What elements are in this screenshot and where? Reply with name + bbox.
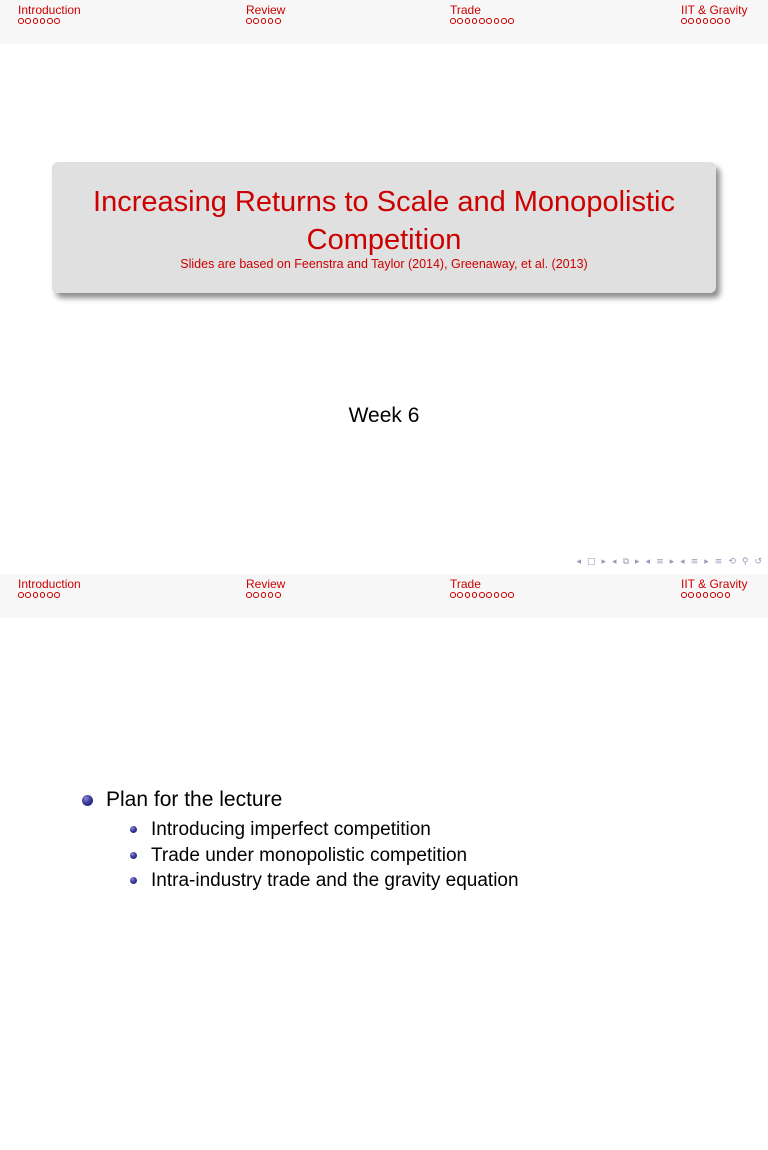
frame-dot-icon[interactable]	[40, 18, 46, 24]
frame-dot-icon[interactable]	[457, 592, 463, 598]
nav-section-trade[interactable]	[450, 577, 514, 598]
frame-dots[interactable]	[246, 592, 285, 598]
frame-dot-icon[interactable]	[696, 18, 702, 24]
bullet-ball-icon	[130, 826, 137, 833]
nav-section-review[interactable]	[246, 577, 285, 598]
frame-dot-icon[interactable]	[717, 18, 723, 24]
frame-dot-icon[interactable]	[54, 18, 60, 24]
frame-dots[interactable]	[681, 592, 747, 598]
frame-dot-icon[interactable]	[275, 18, 281, 24]
nav-section-introduction[interactable]	[18, 3, 81, 24]
frame-dot-icon[interactable]	[494, 592, 500, 598]
frame-dot-icon[interactable]	[33, 18, 39, 24]
sub-bullet-list	[130, 817, 519, 894]
frame-dot-icon[interactable]	[696, 592, 702, 598]
sub-list-item	[130, 843, 519, 869]
frame-dot-icon[interactable]	[465, 592, 471, 598]
frame-dot-icon[interactable]	[268, 18, 274, 24]
frame-dot-icon[interactable]	[688, 18, 694, 24]
slide-icon[interactable]: ⧉	[622, 557, 630, 567]
frame-dot-icon[interactable]	[688, 592, 694, 598]
sub-list-item	[130, 868, 519, 894]
back-icon[interactable]: ⟲	[728, 557, 736, 567]
date-text: Week 6	[348, 404, 420, 427]
frame-dot-icon[interactable]	[54, 592, 60, 598]
nav-section-review[interactable]	[246, 3, 285, 24]
frame-dot-icon[interactable]	[508, 18, 514, 24]
bullet-list	[82, 786, 519, 894]
frame-dot-icon[interactable]	[501, 592, 507, 598]
section-navigation-bar	[0, 574, 768, 618]
nav-section-label[interactable]: IIT & Gravity	[681, 3, 748, 17]
frame-dot-icon[interactable]	[246, 18, 252, 24]
nav-section-trade[interactable]	[450, 3, 514, 24]
search-icon[interactable]: ⚲	[741, 557, 749, 567]
forward-icon[interactable]: ↺	[754, 557, 762, 567]
sub-list-item	[130, 817, 519, 843]
slide-subtitle-text: Slides are based on Feenstra and Taylor (2014), Greenaway, et al. (2013)	[180, 257, 588, 271]
frame-dot-icon[interactable]	[472, 18, 478, 24]
frame-dot-icon[interactable]	[479, 592, 485, 598]
frame-dot-icon[interactable]	[253, 592, 259, 598]
frame-dot-icon[interactable]	[681, 592, 687, 598]
nav-section-label[interactable]: Review	[246, 577, 286, 591]
frame-dot-icon[interactable]	[18, 592, 24, 598]
sub-list-item-text: Introducing imperfect competition	[151, 819, 431, 840]
nav-section-label[interactable]: Introduction	[18, 577, 81, 591]
frame-dot-icon[interactable]	[710, 592, 716, 598]
nav-section-iit-gravity[interactable]	[681, 577, 747, 598]
frame-dot-icon[interactable]	[450, 18, 456, 24]
frame-dots[interactable]	[246, 18, 285, 24]
document-icon[interactable]: ≡	[714, 557, 723, 567]
frame-dot-icon[interactable]	[494, 18, 500, 24]
prev-subsection-icon[interactable]: ◂	[645, 557, 651, 567]
bullet-ball-icon	[130, 877, 137, 884]
frame-dot-icon[interactable]	[486, 592, 492, 598]
frame-dot-icon[interactable]	[725, 18, 731, 24]
frame-dot-icon[interactable]	[275, 592, 281, 598]
frame-dot-icon[interactable]	[253, 18, 259, 24]
frame-dot-icon[interactable]	[703, 592, 709, 598]
frame-dot-icon[interactable]	[246, 592, 252, 598]
frame-dot-icon[interactable]	[25, 18, 31, 24]
list-item-text: Plan for the lecture	[106, 788, 283, 811]
frame-dot-icon[interactable]	[472, 592, 478, 598]
subsection-icon[interactable]: ≡	[656, 557, 664, 567]
frame-dot-icon[interactable]	[681, 18, 687, 24]
frame-dots[interactable]	[681, 18, 747, 24]
sub-list-item-text: Intra-industry trade and the gravity equation	[151, 870, 519, 891]
frame-dots[interactable]	[18, 18, 81, 24]
frame-dot-icon[interactable]	[717, 592, 723, 598]
bullet-ball-icon	[130, 852, 137, 859]
section-icon[interactable]: ≡	[690, 557, 699, 567]
frame-dot-icon[interactable]	[261, 18, 267, 24]
frame-dot-icon[interactable]	[261, 592, 267, 598]
frame-dot-icon[interactable]	[703, 18, 709, 24]
frame-dots[interactable]	[18, 592, 81, 598]
bullet-ball-icon	[82, 795, 93, 806]
frame-dots[interactable]	[450, 592, 514, 598]
frame-dot-icon[interactable]	[450, 592, 456, 598]
title-box	[52, 162, 716, 293]
frame-dot-icon[interactable]	[47, 592, 53, 598]
next-frame-icon[interactable]: ▸	[601, 557, 607, 567]
nav-section-label[interactable]: Review	[246, 3, 286, 17]
frame-dot-icon[interactable]	[268, 592, 274, 598]
nav-section-introduction[interactable]	[18, 577, 81, 598]
frame-dot-icon[interactable]	[508, 592, 514, 598]
slide-title-text: Increasing Returns to Scale and Monopolistic Competition	[93, 186, 675, 256]
frame-dot-icon[interactable]	[40, 592, 46, 598]
frame-dot-icon[interactable]	[33, 592, 39, 598]
sub-list-item-text: Trade under monopolistic competition	[151, 844, 468, 866]
frame-dot-icon[interactable]	[18, 18, 24, 24]
next-slide-icon[interactable]: ▸	[635, 557, 640, 567]
prev-section-icon[interactable]: ◂	[680, 557, 685, 567]
frame-dot-icon[interactable]	[479, 18, 485, 24]
section-navigation-bar	[0, 0, 768, 44]
frame-dot-icon[interactable]	[457, 18, 463, 24]
prev-frame-icon[interactable]: ◂	[576, 557, 581, 567]
nav-section-label[interactable]: Introduction	[18, 3, 81, 17]
prev-slide-icon[interactable]: ◂	[612, 557, 617, 567]
frame-dot-icon[interactable]	[486, 18, 492, 24]
beamer-navigation-symbols	[576, 556, 762, 568]
nav-section-iit-gravity[interactable]	[681, 3, 747, 24]
nav-section-label[interactable]: Trade	[450, 577, 481, 591]
frame-dot-icon[interactable]	[501, 18, 507, 24]
next-subsection-icon[interactable]: ▸	[669, 557, 675, 567]
list-item	[82, 786, 519, 814]
frame-dots[interactable]	[450, 18, 514, 24]
frame-dot-icon[interactable]	[725, 592, 731, 598]
next-section-icon[interactable]: ▸	[704, 557, 709, 567]
slide-plan	[0, 574, 768, 1150]
frame-dot-icon[interactable]	[25, 592, 31, 598]
frame-dot-icon[interactable]	[710, 18, 716, 24]
nav-section-label[interactable]: IIT & Gravity	[681, 577, 748, 591]
frame-icon[interactable]: □	[587, 557, 596, 567]
frame-dot-icon[interactable]	[47, 18, 53, 24]
nav-section-label[interactable]: Trade	[450, 3, 481, 17]
frame-dot-icon[interactable]	[465, 18, 471, 24]
